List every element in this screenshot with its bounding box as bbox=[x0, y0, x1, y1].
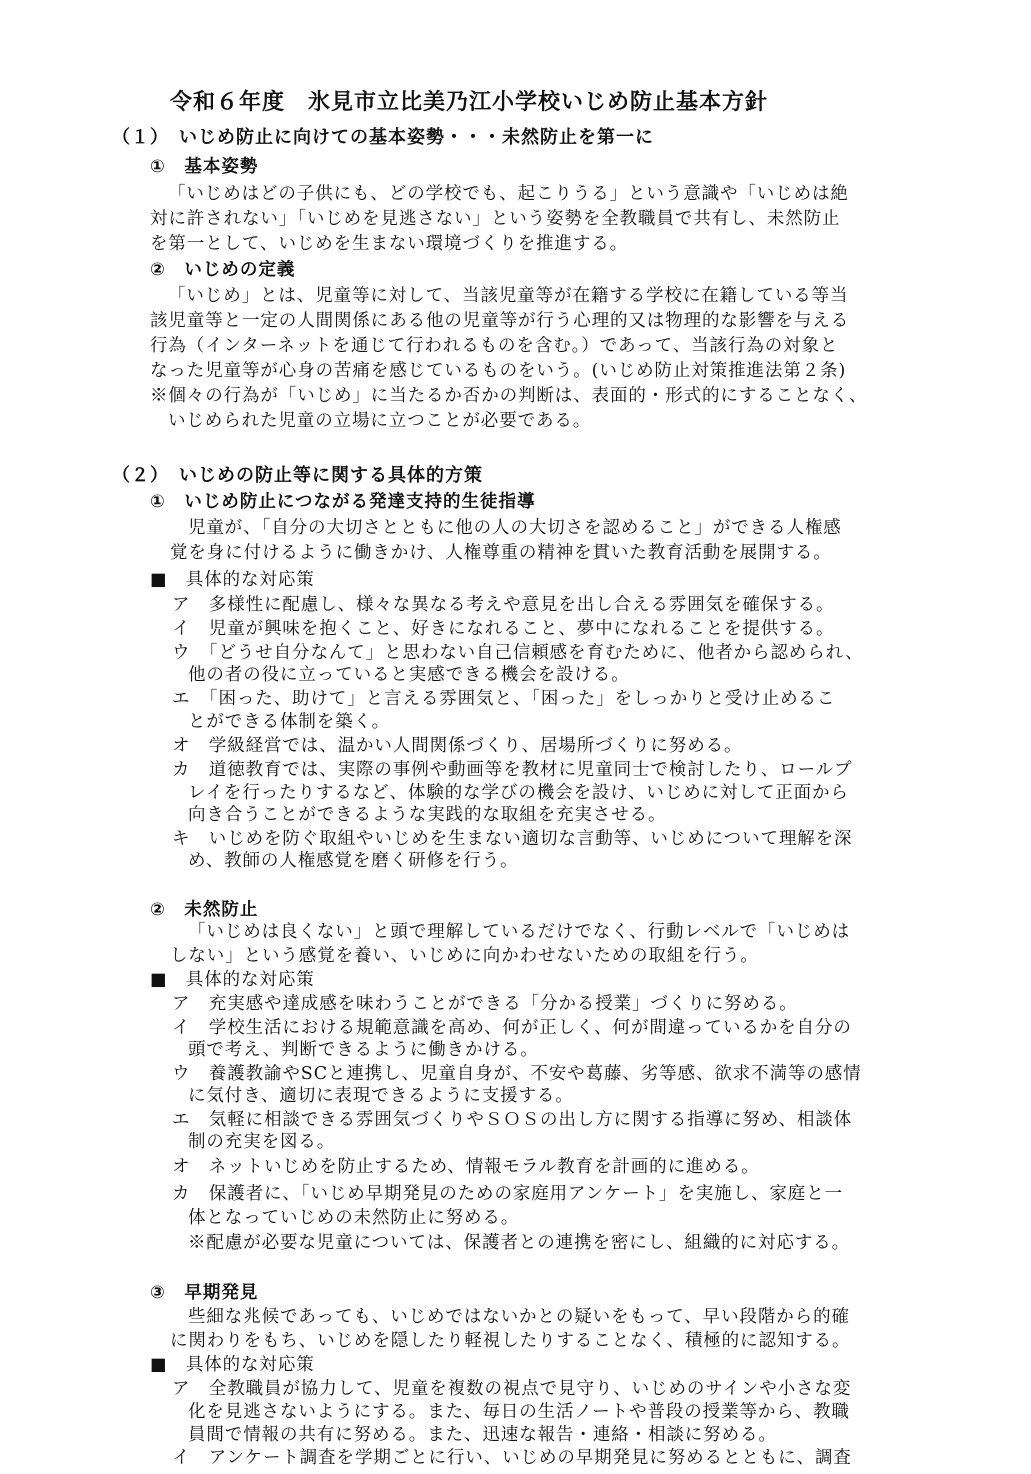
list-item-continuation: に気付き、適切に表現できるように支援する。 bbox=[188, 1086, 574, 1106]
list-item: カ 道徳教育では、実際の事例や動画等を教材に児童同士で検討したり、ロールプ bbox=[172, 760, 853, 780]
list-item: ア 全教職員が協力して、児童を複数の視点で見守り、いじめのサインや小さな変 bbox=[172, 1379, 852, 1399]
paragraph-line: 行為（インターネットを通じて行われるものを含む。）であって、当該行為の対象と bbox=[150, 336, 839, 356]
list-item: イ アンケート調査を学期ごとに行い、いじめの早期発見に努めるとともに、調査 bbox=[172, 1448, 852, 1468]
list-item: ア 充実感や達成感を味わうことができる「分かる授業」づくりに努める。 bbox=[172, 994, 798, 1014]
paragraph-line: に関わりをもち、いじめを隠したり軽視したりすることなく、積極的に認知する。 bbox=[170, 1331, 851, 1351]
list-item-continuation: 化を見逃さないようにする。また、毎日の生活ノートや普段の授業等から、教職 bbox=[188, 1402, 850, 1422]
paragraph-line: 覚を身に付けるように働きかけ、人権尊重の精神を貫いた教育活動を展開する。 bbox=[170, 543, 832, 563]
paragraph-line: を第一として、いじめを生まない環境づくりを推進する。 bbox=[150, 234, 629, 254]
section-1-2-number: ② bbox=[150, 260, 166, 280]
section-1-2-heading bbox=[150, 258, 295, 282]
paragraph-line: 些細な兆候であっても、いじめではないかとの疑いをもって、早い段階から的確 bbox=[188, 1307, 850, 1327]
note-line: ※配慮が必要な児童については、保護者との連携を密にし、組織的に対応する。 bbox=[188, 1233, 851, 1253]
section-2-1-heading bbox=[150, 490, 535, 514]
list-item-continuation: め、教師の人権感覚を磨く研修を行う。 bbox=[188, 851, 519, 871]
section-1-heading: （１） いじめ防止に向けての基本姿勢・・・未然防止を第一に bbox=[112, 127, 654, 148]
list-item: オ ネットいじめを防止するため、情報モラル教育を計画的に進める。 bbox=[172, 1157, 760, 1177]
measures-label: ■ 具体的な対応策 bbox=[150, 1355, 315, 1375]
list-item-continuation: 体となっていじめの未然防止に努める。 bbox=[188, 1208, 520, 1228]
paragraph-line: 児童が、「自分の大切さとともに他の人の大切さを認めること」ができる人権感 bbox=[188, 518, 842, 538]
section-2-3-title: 早期発見 bbox=[184, 1283, 259, 1303]
list-item: ウ 養護教諭やSCと連携し、児童自身が、不安や葛藤、劣等感、欲求不満等の感情 bbox=[172, 1064, 862, 1084]
document-title: 令和６年度 氷見市立比美乃江小学校いじめ防止基本方針 bbox=[170, 90, 769, 115]
list-item-continuation: とができる体制を築く。 bbox=[188, 712, 391, 732]
section-1-2-title: いじめの定義 bbox=[184, 260, 296, 280]
section-2-heading: （２） いじめの防止等に関する具体的方策 bbox=[112, 465, 483, 486]
list-item: ア 多様性に配慮し、様々な異なる考えや意見を出し合える雰囲気を確保する。 bbox=[172, 595, 835, 615]
list-item: ウ 「どうせ自分なんて」と思わない自己信頼感を育むために、他者から認められ、 bbox=[172, 643, 864, 663]
paragraph-line: 「いじめ」とは、児童等に対して、当該児童等が在籍する学校に在籍している等当 bbox=[168, 286, 849, 306]
section-2-2-number: ② bbox=[150, 900, 166, 920]
list-item: エ 気軽に相談できる雰囲気づくりやＳＯＳの出し方に関する指導に努め、相談体 bbox=[172, 1110, 853, 1130]
measures-label: ■ 具体的な対応策 bbox=[150, 570, 315, 590]
list-item-continuation: 制の充実を図る。 bbox=[188, 1132, 336, 1152]
list-item-continuation: 員間で情報の共有に努める。また、迅速な報告・連絡・相談に努める。 bbox=[188, 1425, 777, 1445]
list-item: イ 学校生活における規範意識を高め、何が正しく、何が間違っているかを自分の bbox=[172, 1018, 852, 1038]
list-item-continuation: 向き合うことができるような実践的な取組を充実させる。 bbox=[188, 805, 667, 825]
section-1-1-title: 基本姿勢 bbox=[184, 157, 259, 177]
paragraph-line: なった児童等が心身の苦痛を感じているものをいう。(いじめ防止対策推進法第２条) bbox=[150, 361, 847, 381]
paragraph-line: しない」という感覚を養い、いじめに向かわせないための取組を行う。 bbox=[170, 946, 759, 966]
list-item: オ 学級経営では、温かい人間関係づくり、居場所づくりに努める。 bbox=[172, 736, 743, 756]
note-line: いじめられた児童の立場に立つことが必要である。 bbox=[168, 411, 592, 431]
list-item: キ いじめを防ぐ取組やいじめを生まない適切な言動等、いじめについて理解を深 bbox=[172, 829, 853, 849]
section-2-2-title: 未然防止 bbox=[184, 900, 259, 920]
list-item-continuation: 頭で考え、判断できるように働きかける。 bbox=[188, 1040, 539, 1060]
note-line: ※個々の行為が「いじめ」に当たるか否かの判断は、表面的・形式的にすることなく、 bbox=[150, 386, 868, 406]
list-item-continuation: 他の者の役に立っていると実感できる機会を設ける。 bbox=[188, 665, 630, 685]
paragraph-line: 「いじめはどの子供にも、どの学校でも、起こりうる」という意識や「いじめは絶 bbox=[168, 184, 849, 204]
list-item-continuation: レイを行ったりするなど、体験的な学びの機会を設け、いじめに対して正面から bbox=[188, 783, 849, 803]
measures-label: ■ 具体的な対応策 bbox=[150, 970, 315, 990]
paragraph-line: 「いじめは良くない」と頭で理解しているだけでなく、行動レベルで「いじめは bbox=[188, 922, 851, 942]
paragraph-line: 該児童等と一定の人間関係にある他の児童等が行う心理的又は物理的な影響を与える bbox=[150, 311, 850, 331]
paragraph-line: 対に許されない」「いじめを見逃さない」という姿勢を全教職員で共有し、未然防止 bbox=[150, 209, 841, 229]
list-item: イ 児童が興味を抱くこと、好きになれること、夢中になれることを提供する。 bbox=[172, 619, 835, 639]
list-item: エ 「困った、助けて」と言える雰囲気と、「困った」をしっかりと受け止めるこ bbox=[172, 689, 836, 709]
list-item: カ 保護者に、「いじめ早期発見のための家庭用アンケート」を実施し、家庭と一 bbox=[172, 1184, 843, 1204]
section-2-3-number: ③ bbox=[150, 1283, 166, 1303]
section-1-1-number: ① bbox=[150, 157, 166, 177]
section-2-1-title: いじめ防止につながる発達支持的生徒指導 bbox=[184, 492, 536, 512]
section-2-1-number: ① bbox=[150, 492, 166, 512]
section-2-3-heading bbox=[150, 1281, 258, 1305]
section-2-2-heading bbox=[150, 898, 258, 922]
section-1-1-heading bbox=[150, 155, 258, 179]
